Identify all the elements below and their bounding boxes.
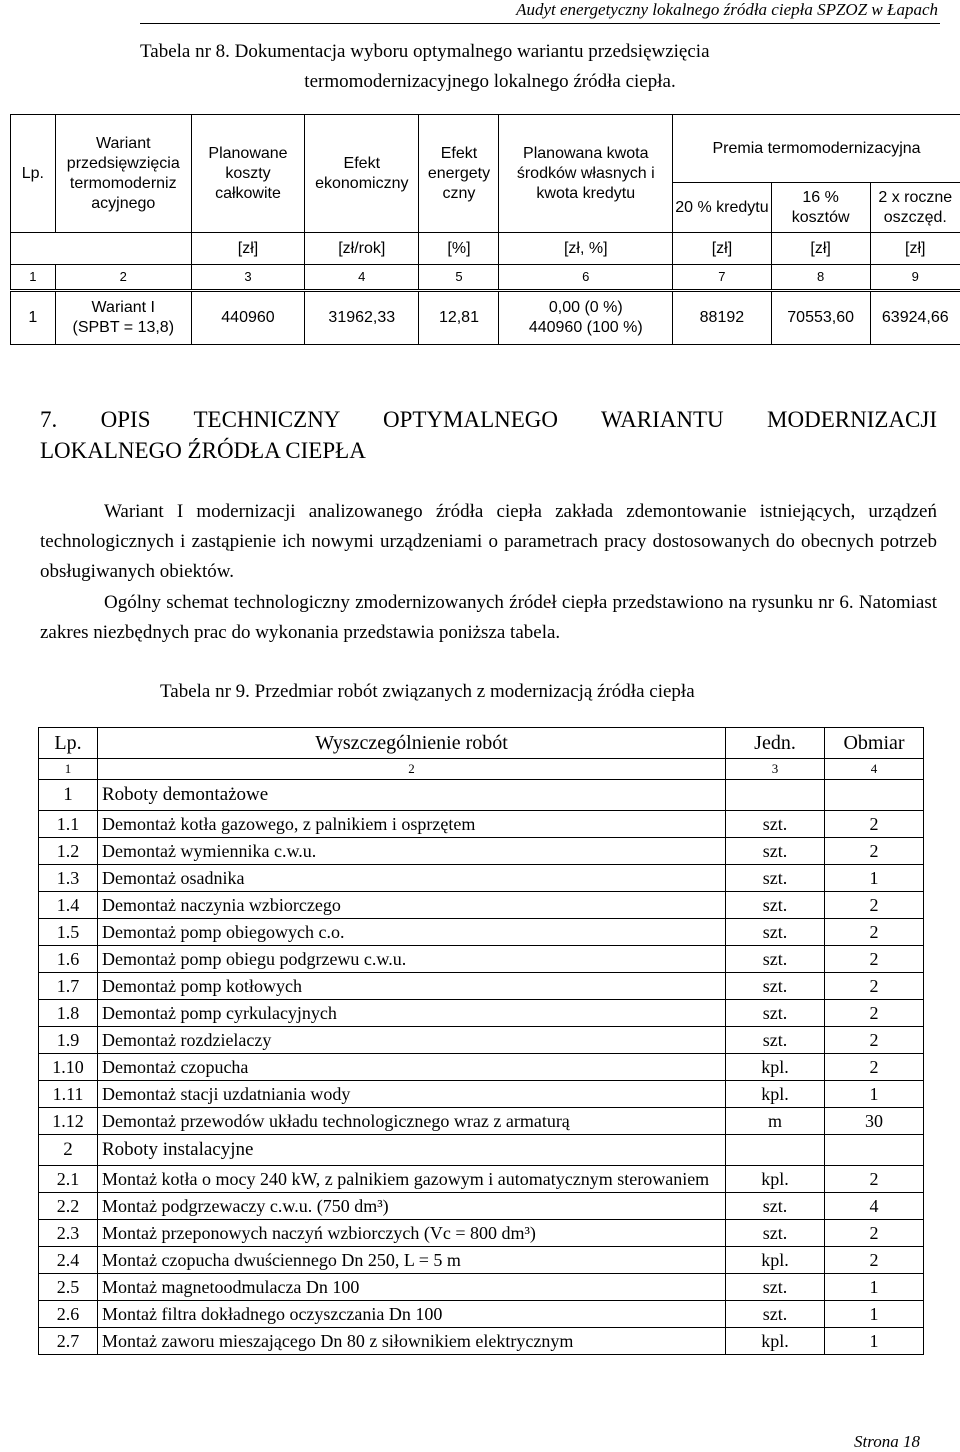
t9-item-desc: Demontaż naczynia wzbiorczego xyxy=(98,892,726,919)
t8-h-lp: Lp. xyxy=(11,115,56,233)
t9-item-qty: 2 xyxy=(825,1027,924,1054)
t8-colnum: 1 xyxy=(11,265,56,291)
t9-item-lp: 2.4 xyxy=(39,1247,98,1274)
t9-item-lp: 2.1 xyxy=(39,1166,98,1193)
t9-item-row xyxy=(39,1301,924,1328)
t8-row-econ: 31962,33 xyxy=(305,291,419,345)
t8-h-energy: Efekt energety czny xyxy=(419,115,499,233)
t9-item-lp: 1.4 xyxy=(39,892,98,919)
t9-group-title: Roboty instalacyjne xyxy=(98,1135,726,1166)
t8-h-econ: Efekt ekonomiczny xyxy=(305,115,419,233)
t8-colnum: 4 xyxy=(305,265,419,291)
t9-item-unit: m xyxy=(726,1108,825,1135)
t9-item-row xyxy=(39,838,924,865)
t9-item-row xyxy=(39,1220,924,1247)
t9-item-lp: 1.10 xyxy=(39,1054,98,1081)
t8-row-lp: 1 xyxy=(11,291,56,345)
t8-unit: [zł] xyxy=(191,233,304,265)
t9-item-qty: 1 xyxy=(825,1081,924,1108)
t9-group-lp: 2 xyxy=(39,1135,98,1166)
t8-h-p16: 16 % kosztów xyxy=(771,183,870,233)
t9-item-unit: szt. xyxy=(726,1000,825,1027)
t8-h-p20: 20 % kredytu xyxy=(673,183,772,233)
t9-item-desc: Demontaż pomp obiegu podgrzewu c.w.u. xyxy=(98,946,726,973)
t8-colnum: 2 xyxy=(55,265,191,291)
t9-empty xyxy=(726,780,825,811)
t8-h-premium: Premia termomodernizacyjna xyxy=(673,115,960,183)
t8-row-energy: 12,81 xyxy=(419,291,499,345)
table9-caption: Tabela nr 9. Przedmiar robót związanych z modernizacją źródła ciepła xyxy=(160,681,695,702)
t9-item-desc: Demontaż pomp cyrkulacyjnych xyxy=(98,1000,726,1027)
t9-item-row xyxy=(39,973,924,1000)
t9-item-desc: Demontaż przewodów układu technologicznego wraz z armaturą xyxy=(98,1108,726,1135)
t9-item-row xyxy=(39,919,924,946)
t8-colnum: 6 xyxy=(499,265,673,291)
t9-item-unit: szt. xyxy=(726,865,825,892)
t9-item-lp: 2.3 xyxy=(39,1220,98,1247)
t9-item-desc: Demontaż wymiennika c.w.u. xyxy=(98,838,726,865)
t8-row-funds-line2: 440960 (100 %) xyxy=(528,319,643,336)
t9-item-qty: 2 xyxy=(825,1054,924,1081)
t9-item-lp: 2.2 xyxy=(39,1193,98,1220)
t9-item-row xyxy=(39,946,924,973)
t9-empty xyxy=(825,780,924,811)
t9-h-qty: Obmiar xyxy=(825,728,924,759)
t9-colnum: 3 xyxy=(726,759,825,780)
t8-unit: [zł, %] xyxy=(499,233,673,265)
t9-item-lp: 2.5 xyxy=(39,1274,98,1301)
t9-item-lp: 1.8 xyxy=(39,1000,98,1027)
t9-item-row xyxy=(39,1247,924,1274)
t8-row-variant xyxy=(55,291,191,345)
t8-unit: [zł] xyxy=(673,233,772,265)
section7-paragraph1: Wariant I modernizacji analizowanego źródła ciepła zakłada zdemontowanie istniejących, urządzeń technologicznych i zastąpienie ich nowymi urządzeniami o parametrach pracy dostosowanych do obecnych potrzeb obsługiwanych obiektów. xyxy=(40,501,937,582)
t9-item-desc: Demontaż kotła gazowego, z palnikiem i osprzętem xyxy=(98,811,726,838)
t9-item-desc: Montaż magnetoodmulacza Dn 100 xyxy=(98,1274,726,1301)
t9-item-unit: szt. xyxy=(726,919,825,946)
section7-title-line2: LOKALNEGO ŹRÓDŁA CIEPŁA xyxy=(40,438,366,463)
t9-item-unit: szt. xyxy=(726,1301,825,1328)
t8-row-costs: 440960 xyxy=(191,291,304,345)
t8-row-variant-line2: (SPBT = 13,8) xyxy=(72,319,175,336)
t9-item-unit: szt. xyxy=(726,892,825,919)
t9-item-qty: 1 xyxy=(825,865,924,892)
t9-item-lp: 1.12 xyxy=(39,1108,98,1135)
header-rule xyxy=(140,23,940,24)
t8-unit: [zł/rok] xyxy=(305,233,419,265)
t9-item-unit: szt. xyxy=(726,973,825,1000)
t9-colnum: 1 xyxy=(39,759,98,780)
t9-item-lp: 1.7 xyxy=(39,973,98,1000)
t9-item-desc: Demontaż rozdzielaczy xyxy=(98,1027,726,1054)
section7-title xyxy=(40,404,937,466)
t9-item-row xyxy=(39,1274,924,1301)
t9-item-qty: 4 xyxy=(825,1193,924,1220)
t8-row-p2x: 63924,66 xyxy=(870,291,960,345)
t9-item-qty: 1 xyxy=(825,1301,924,1328)
t8-unit: [zł] xyxy=(771,233,870,265)
t9-item-unit: kpl. xyxy=(726,1247,825,1274)
t9-item-unit: szt. xyxy=(726,1193,825,1220)
t8-row-p16: 70553,60 xyxy=(771,291,870,345)
section7-paragraph2: Ogólny schemat technologiczny zmodernizowanych źródeł ciepła przedstawiono na rysunku nr 6. Natomiast zakres niezbędnych prac do wykonania przedstawia poniższa tabela. xyxy=(40,592,937,643)
t9-colnum: 2 xyxy=(98,759,726,780)
t9-item-qty: 30 xyxy=(825,1108,924,1135)
t9-item-qty: 2 xyxy=(825,1247,924,1274)
t9-group-lp: 1 xyxy=(39,780,98,811)
t9-item-unit: szt. xyxy=(726,1027,825,1054)
t9-item-unit: szt. xyxy=(726,838,825,865)
t9-item-lp: 2.6 xyxy=(39,1301,98,1328)
t9-item-desc: Demontaż stacji uzdatniania wody xyxy=(98,1081,726,1108)
table8-caption xyxy=(140,37,840,97)
t8-h-funds: Planowana kwota środków własnych i kwota kredytu xyxy=(499,115,673,233)
t9-item-lp: 1.5 xyxy=(39,919,98,946)
t8-colnum: 3 xyxy=(191,265,304,291)
t8-colnum: 9 xyxy=(870,265,960,291)
t9-item-desc: Montaż podgrzewaczy c.w.u. (750 dm³) xyxy=(98,1193,726,1220)
t9-item-desc: Montaż kotła o mocy 240 kW, z palnikiem gazowym i automatycznym sterowaniem xyxy=(98,1166,726,1193)
t9-item-qty: 2 xyxy=(825,919,924,946)
t9-item-row xyxy=(39,1108,924,1135)
t9-item-desc: Montaż przeponowych naczyń wzbiorczych (Vc = 800 dm³) xyxy=(98,1220,726,1247)
t9-item-qty: 2 xyxy=(825,946,924,973)
t9-item-desc: Montaż filtra dokładnego oczyszczania Dn 100 xyxy=(98,1301,726,1328)
t9-h-desc: Wyszczególnienie robót xyxy=(98,728,726,759)
table9 xyxy=(38,727,924,1355)
t9-item-lp: 2.7 xyxy=(39,1328,98,1355)
t9-item-unit: szt. xyxy=(726,1220,825,1247)
t9-item-desc: Demontaż czopucha xyxy=(98,1054,726,1081)
t9-item-lp: 1.11 xyxy=(39,1081,98,1108)
t9-group-title: Roboty demontażowe xyxy=(98,780,726,811)
t9-h-lp: Lp. xyxy=(39,728,98,759)
t9-item-qty: 2 xyxy=(825,838,924,865)
t9-item-qty: 2 xyxy=(825,1000,924,1027)
t9-item-row xyxy=(39,1054,924,1081)
t9-item-unit: kpl. xyxy=(726,1054,825,1081)
t9-h-unit: Jedn. xyxy=(726,728,825,759)
t9-item-row xyxy=(39,892,924,919)
t8-row-funds xyxy=(499,291,673,345)
t8-colnum: 5 xyxy=(419,265,499,291)
t9-item-unit: szt. xyxy=(726,1274,825,1301)
t9-item-qty: 2 xyxy=(825,973,924,1000)
t9-item-unit: kpl. xyxy=(726,1081,825,1108)
t8-row-variant-line1: Wariant I xyxy=(91,299,155,316)
table8 xyxy=(10,114,960,345)
t9-item-row xyxy=(39,1193,924,1220)
t9-group-row xyxy=(39,780,924,811)
t9-item-desc: Demontaż pomp kotłowych xyxy=(98,973,726,1000)
t9-item-lp: 1.1 xyxy=(39,811,98,838)
t9-colnum: 4 xyxy=(825,759,924,780)
t9-item-unit: kpl. xyxy=(726,1166,825,1193)
t9-item-row xyxy=(39,1027,924,1054)
t9-item-qty: 1 xyxy=(825,1274,924,1301)
t9-item-lp: 1.2 xyxy=(39,838,98,865)
t9-empty xyxy=(825,1135,924,1166)
t9-item-row xyxy=(39,1328,924,1355)
t8-unit: [zł] xyxy=(870,233,960,265)
t9-item-lp: 1.3 xyxy=(39,865,98,892)
t9-empty xyxy=(726,1135,825,1166)
t9-item-qty: 2 xyxy=(825,1166,924,1193)
table8-caption-line1: Tabela nr 8. Dokumentacja wyboru optymalnego wariantu przedsięwzięcia xyxy=(140,41,710,62)
running-header: Audyt energetyczny lokalnego źródła ciepła SPZOZ w Łapach xyxy=(516,0,938,19)
t9-item-desc: Montaż czopucha dwuściennego Dn 250, L = 5 m xyxy=(98,1247,726,1274)
t8-unit: [%] xyxy=(419,233,499,265)
t8-colnum: 8 xyxy=(771,265,870,291)
t9-item-desc: Demontaż osadnika xyxy=(98,865,726,892)
t9-item-desc: Demontaż pomp obiegowych c.o. xyxy=(98,919,726,946)
t8-h-p2x: 2 x roczne oszczęd. xyxy=(870,183,960,233)
t8-h-variant: Wariant przedsięwzięcia termomoderniz acyjnego xyxy=(55,115,191,233)
t9-item-qty: 1 xyxy=(825,1328,924,1355)
t9-item-desc: Montaż zaworu mieszającego Dn 80 z siłownikiem elektrycznym xyxy=(98,1328,726,1355)
t9-item-qty: 2 xyxy=(825,1220,924,1247)
t8-row-p20: 88192 xyxy=(673,291,772,345)
t9-item-unit: szt. xyxy=(726,946,825,973)
t8-row-funds-line1: 0,00 (0 %) xyxy=(548,299,623,316)
section7-title-line1: 7. OPIS TECHNICZNY OPTYMALNEGO WARIANTU MODERNIZACJI xyxy=(40,407,937,432)
t9-item-qty: 2 xyxy=(825,811,924,838)
page-number: Strona 18 xyxy=(854,1432,920,1451)
t8-colnum: 7 xyxy=(673,265,772,291)
t9-item-unit: szt. xyxy=(726,811,825,838)
table8-caption-line2: termomodernizacyjnego lokalnego źródła ciepła. xyxy=(304,71,676,92)
t9-item-qty: 2 xyxy=(825,892,924,919)
t9-group-row xyxy=(39,1135,924,1166)
t8-units-spacer xyxy=(11,233,192,265)
t8-h-costs: Planowane koszty całkowite xyxy=(191,115,304,233)
t9-item-row xyxy=(39,1166,924,1193)
t9-item-lp: 1.9 xyxy=(39,1027,98,1054)
t9-item-row xyxy=(39,811,924,838)
t9-item-row xyxy=(39,1081,924,1108)
t9-item-unit: kpl. xyxy=(726,1328,825,1355)
t9-item-row xyxy=(39,1000,924,1027)
t9-item-lp: 1.6 xyxy=(39,946,98,973)
t9-item-row xyxy=(39,865,924,892)
